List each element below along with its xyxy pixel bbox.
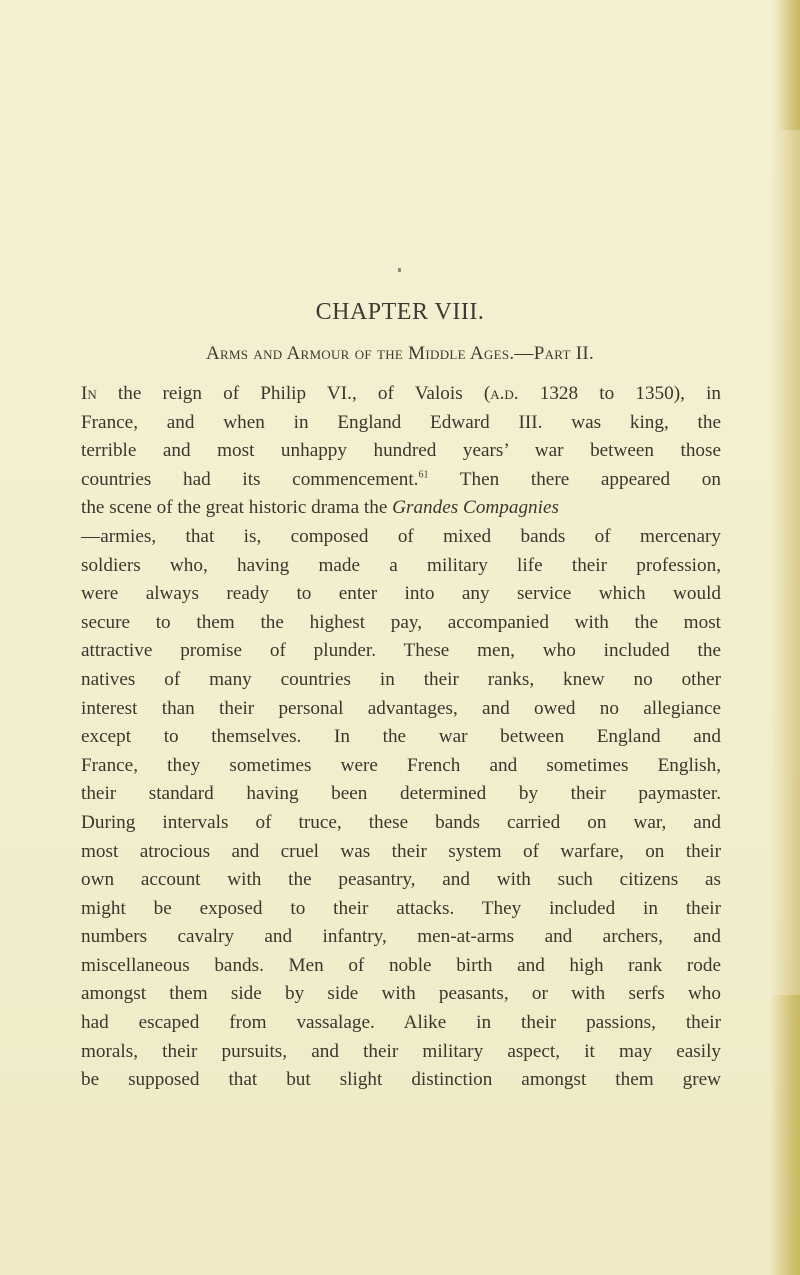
text-line: most atrocious and cruel was their system of warfare, on their [81, 840, 721, 862]
page-edge-stain-bottom [770, 995, 800, 1275]
text-line: countries had its commencement.$^{61}$ Then there appeared on [81, 468, 721, 490]
text-line: interest than their personal advantages, and owed no allegiance [81, 697, 721, 719]
text-line: amongst them side by side with peasants, or with serfs who [81, 983, 721, 1005]
text-line: miscellaneous bands. Men of noble birth and high rank rode [81, 954, 721, 976]
text-line: be supposed that but slight distinction amongst them grew [81, 1069, 721, 1091]
opening-word: In [81, 383, 97, 404]
text-line: France, they sometimes were French and sometimes English, [81, 754, 721, 776]
text-line: soldiers who, having made a military life their profession, [81, 554, 721, 576]
text-line: attractive promise of plunder. These men, who included the [81, 640, 721, 662]
text-line: natives of many countries in their ranks, knew no other [81, 668, 721, 690]
ink-speck [398, 268, 401, 272]
chapter-heading: CHAPTER VIII. [315, 299, 485, 325]
text-line: —armies, that is, composed of mixed bands of mercenary [81, 525, 721, 547]
text-line: had escaped from vassalage. Alike in their passions, their [81, 1012, 721, 1034]
text-line: except to themselves. In the war between England and [81, 726, 721, 748]
text-line: In the reign of Philip VI., of Valois (a.d. 1328 to 1350), in [81, 383, 721, 404]
body-text [81, 380, 721, 1095]
text-line: France, and when in England Edward III. was king, the [81, 411, 721, 433]
text-line: own account with the peasantry, and with such citizens as [81, 869, 721, 891]
text-line: secure to them the highest pay, accompanied with the most [81, 611, 721, 633]
text-line: numbers cavalry and infantry, men-at-arms and archers, and [81, 926, 721, 948]
footnote-marker: 61 [418, 469, 429, 481]
page-edge-stain-top [778, 0, 800, 130]
chapter-subtitle: Arms and Armour of the Middle Ages.—Part II. [205, 343, 595, 364]
era-abbreviation: a.d. [490, 383, 519, 404]
italic-term: Grandes Compagnies [392, 497, 559, 519]
text-line: were always ready to enter into any service which would [81, 583, 721, 605]
text-line: the scene of the great historic drama the Grandes Compagnies [81, 497, 559, 519]
text-line: During intervals of truce, these bands carried on war, and [81, 811, 721, 833]
text-line: morals, their pursuits, and their military aspect, it may easily [81, 1040, 721, 1062]
text-line: their standard having been determined by their paymaster. [81, 783, 721, 805]
text-line: might be exposed to their attacks. They included in their [81, 897, 721, 919]
text-line: terrible and most unhappy hundred years’ war between those [81, 440, 721, 462]
